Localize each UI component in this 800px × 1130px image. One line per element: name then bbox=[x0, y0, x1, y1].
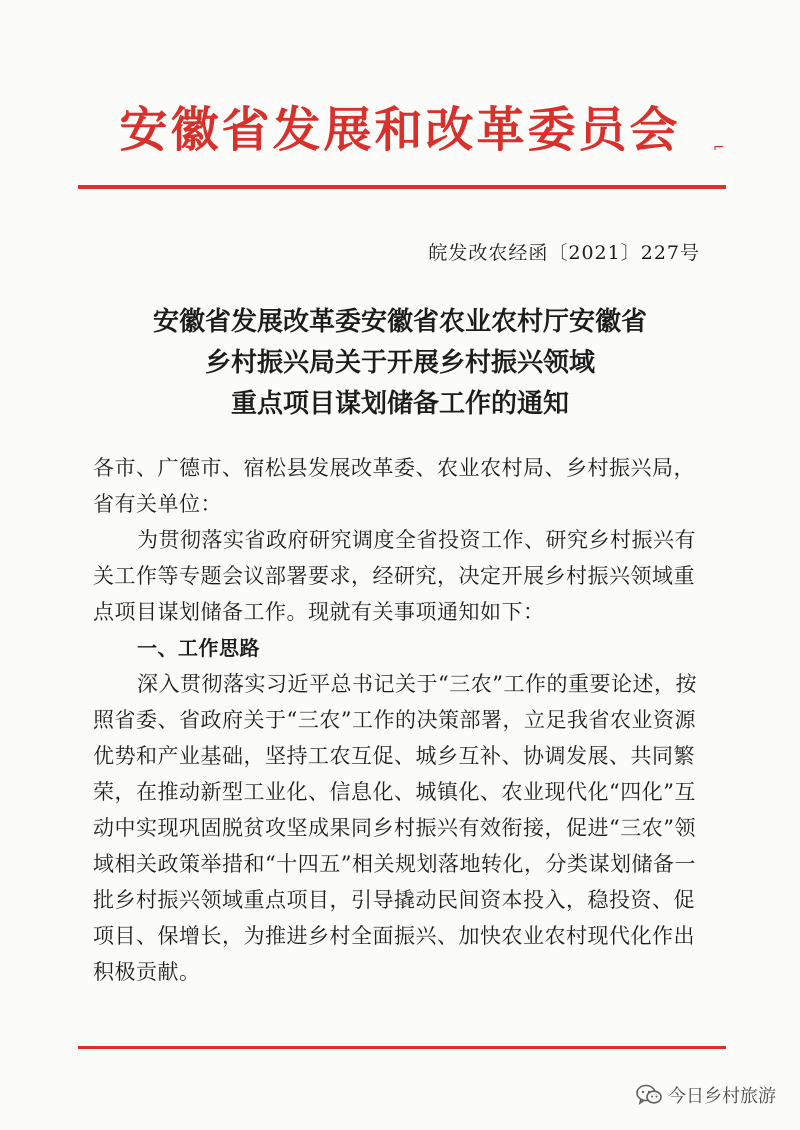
addressee-line: 省有关单位： bbox=[93, 492, 222, 516]
paragraph-line: 荣，在推动新型工业化、信息化、城镇化、农业现代化“四化”互 bbox=[93, 780, 696, 804]
scan-mark: ⌐ bbox=[713, 140, 725, 156]
paragraph-line: 为贯彻落实省政府研究调度全省投资工作、研究乡村振兴有 bbox=[137, 528, 696, 552]
watermark-text: 今日乡村旅游 bbox=[668, 1086, 776, 1107]
paragraph-line: 优势和产业基础，坚持工农互促、城乡互补、协调发展、共同繁 bbox=[93, 744, 695, 768]
paragraph-line: 项目、保增长，为推进乡村全面振兴、加快农业农村现代化作出 bbox=[93, 924, 695, 948]
addressee-line: 各市、广德市、宿松县发展改革委、农业农村局、乡村振兴局， bbox=[93, 456, 695, 480]
section-heading: 一、工作思路 bbox=[137, 636, 260, 660]
letterhead-red-rule bbox=[78, 185, 726, 189]
paragraph-line: 点项目谋划储备工作。现就有关事项通知如下： bbox=[93, 600, 545, 624]
source-watermark bbox=[636, 1082, 776, 1108]
title-line: 乡村振兴局关于开展乡村振兴领域 bbox=[204, 348, 595, 378]
paragraph-line: 批乡村振兴领域重点项目，引导撬动民间资本投入，稳投资、促 bbox=[93, 888, 695, 912]
letterhead-title: 安徽省发展和改革委员会 bbox=[119, 102, 681, 158]
document-body bbox=[93, 450, 715, 990]
wechat-icon bbox=[636, 1084, 662, 1106]
paragraph-line: 照省委、省政府关于“三农”工作的决策部署，立足我省农业资源 bbox=[93, 708, 696, 732]
document-title bbox=[90, 302, 710, 425]
title-line: 重点项目谋划储备工作的通知 bbox=[230, 389, 569, 419]
paragraph-line: 关工作等专题会议部署要求，经研究，决定开展乡村振兴领域重 bbox=[93, 564, 695, 588]
footer-red-rule bbox=[78, 1046, 726, 1049]
paragraph-line: 深入贯彻落实习近平总书记关于“三农”工作的重要论述，按 bbox=[137, 672, 697, 696]
title-line: 安徽省发展改革委安徽省农业农村厅安徽省 bbox=[152, 307, 647, 337]
paragraph-line: 动中实现巩固脱贫攻坚成果同乡村振兴有效衔接，促进“三农”领 bbox=[93, 816, 696, 840]
document-number: 皖发改农经函〔2021〕227号 bbox=[428, 242, 700, 264]
paragraph-line: 域相关政策举措和“十四五”相关规划落地转化，分类谋划储备一 bbox=[93, 852, 696, 876]
paragraph-line: 积极贡献。 bbox=[93, 960, 201, 984]
